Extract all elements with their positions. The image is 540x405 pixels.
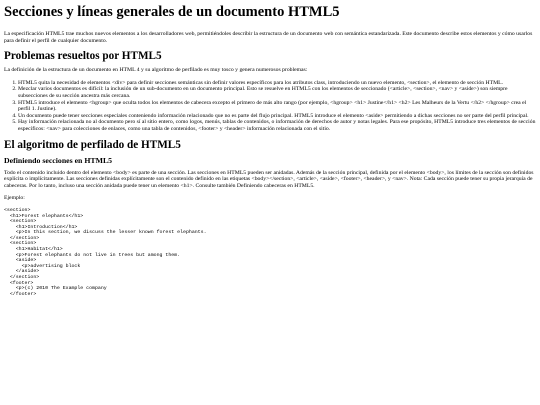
algorithm-heading: El algoritmo de perfilado de HTML5 (4, 138, 181, 151)
problems-list-item: 1. HTML5 quita la necesidad de elementos <div> para definir secciones semánticas sin definir valores específicos para los atributos class, introduciendo un nuevo elemento, <section>, el elemento de sección HTML. (18, 80, 536, 87)
problems-list-item: 2. Mezclar varios documentos es difícil: la inclusión de un sub-documento en un documento principal. Esto se resuelve en HTML5 con los elementos de seccionado (<article>, <section>, <nav> y <aside>) son siempre subsecciones de su sección ancestra más cercana. (18, 86, 536, 99)
sections-subheading: Definiendo secciones en HTML5 (4, 155, 113, 165)
problems-list-item: 5. Hay información relacionada no al documento pero sí al sitio entero, como logos, menús, tablas de contenidos, o información de derechos de autor y notas legales. Para ese propósito, HTML5 introduce tres elementos de sección específicos: <nav> para colecciones de enlaces, como una tabla de contenidos, <footer> y <header> información relacionada con el sitio. (18, 119, 536, 132)
sections-paragraph: Todo el contenido incluido dentro del elemento <body> es parte de una sección. Las secciones en HTML5 pueden ser anidadas. Además de la sección principal, definida por el elemento <body>, los límites de la sección son definidos explícita o implícitamente. Las secciones definidas explícitamente son el contenido definido en las etiquetas <body></section>, <article>, <aside>, <footer>, <header>, y <nav>. Nota: Cada sección puede tener su propia jerarquía de cabeceras. Por lo tanto, incluso una sección anidada puede tener un elemento <h1>. Consulte también Definiendo cabeceras en HTML5. (4, 169, 534, 189)
problems-list (4, 80, 536, 133)
intro-paragraph: La especificación HTML5 trae muchos nuevos elementos a los desarrolladores web, permitiéndoles describir la estructura de un documento web con semántica estandarizada. Este documento describe estos elementos y cómo usarlos para definir el perfil de cualquier documento. (4, 31, 533, 44)
page-title: Secciones y líneas generales de un documento HTML5 (4, 4, 340, 20)
problems-lead: La definición de la estructura de un documento en HTML 4 y su algoritmo de perfilado es muy tosco y genera numerosos problemas: (4, 67, 308, 74)
code-example: <section> <h1>Forest elephants</h1> <section> <h1>Introduction</h1> <p>In this section, we discuss the lesser known forest elephants. </section> <section> <h1>Habitat</h1> <p>Forest elephants do not live in trees but among them. <aside> <p>advertising block </aside> </section> <footer> <p>(c) 2010 The Example company </footer> (4, 207, 207, 297)
problems-list-item: 4. Un documento puede tener secciones especiales conteniendo información relacionado que no es parte del flujo principal. HTML5 introduce el elemento <aside> permitiendo a dichas secciones no ser parte del perfil principal. (18, 113, 536, 120)
problems-list-item: 3. HTML5 introduce el elemento <hgroup> que oculta todos los elementos de cabecera excepto el primero de más alto rango (por ejemplo, <hgroup> <h1> Justine</h1> <h2> Les Malheurs de la Vertu </h2> </hgroup> crea el perfil 1. Justine). (18, 100, 536, 113)
example-label: Ejemplo: (4, 195, 25, 202)
problems-heading: Problemas resueltos por HTML5 (4, 50, 162, 63)
